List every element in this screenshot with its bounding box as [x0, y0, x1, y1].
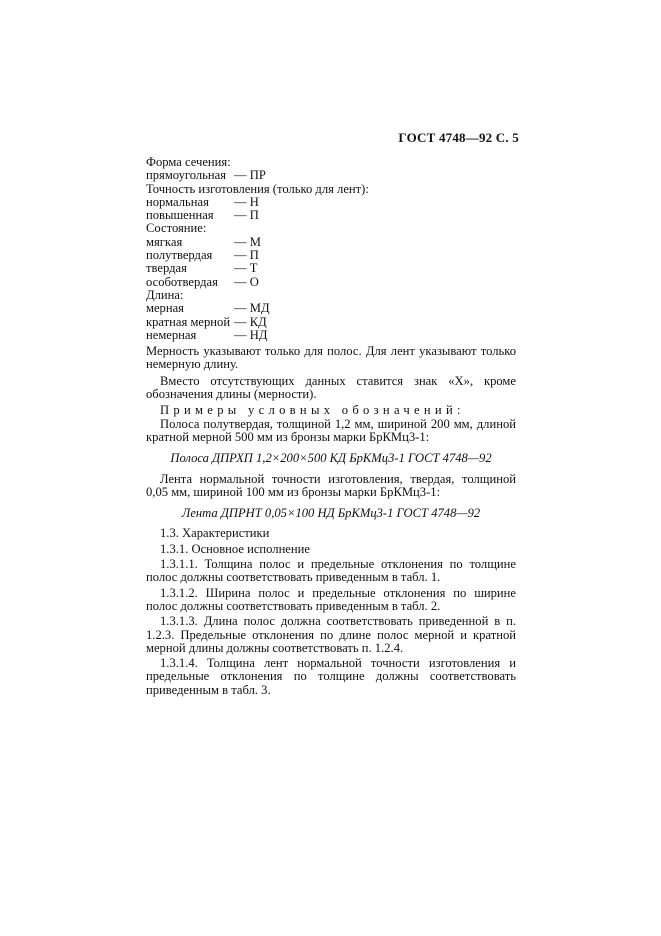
- accuracy-item-code: — П: [234, 208, 259, 223]
- length-item-label: кратная мерной: [146, 314, 231, 329]
- document-body: [146, 156, 516, 697]
- state-item-label: твердая: [146, 261, 187, 276]
- strip-designation-example: Полоса ДПРХП 1,2×200×500 КД БрКМц3-1 ГОСТ 4748—92: [170, 451, 492, 466]
- state-heading: Состояние:: [146, 221, 207, 236]
- examples-heading: Примеры условных обозначений:: [160, 403, 465, 418]
- state-item: [146, 276, 516, 289]
- state-item-label: полутвердая: [146, 248, 213, 263]
- state-item-code: — О: [234, 274, 259, 289]
- paragraph-1-3-1-2: 1.3.1.2. Ширина полос и предельные отклонения по ширине полос должны соответствовать приведенным в табл. 2.: [146, 585, 516, 613]
- form-heading: Форма сечения:: [146, 155, 231, 169]
- accuracy-item: [146, 209, 516, 222]
- form-item: [146, 169, 516, 182]
- form-item-label: прямоугольная: [146, 168, 227, 183]
- state-item: [146, 236, 516, 249]
- paragraph-absent-data: Вместо отсутствующих данных ставится знак «Х», кроме обозначения длины (мерности).: [146, 373, 516, 402]
- accuracy-item-label: повышенная: [146, 208, 214, 223]
- paragraph-tape-example: Лента нормальной точности изготовления, твердая, толщиной 0,05 мм, шириной 100 мм из бронзы марки БрКМц3-1:: [146, 471, 516, 499]
- accuracy-item-code: — Н: [234, 194, 259, 209]
- length-item-label: немерная: [146, 327, 197, 342]
- section-main-execution: 1.3.1. Основное исполнение: [160, 541, 310, 556]
- length-item: [146, 302, 516, 315]
- tape-designation-example: Лента ДПРНТ 0,05×100 НД БрКМц3-1 ГОСТ 4748—92: [181, 506, 481, 521]
- state-item: [146, 249, 516, 262]
- paragraph-1-3-1-1: 1.3.1.1. Толщина полос и предельные отклонения по толщине полос должны соответствовать приведенным в табл. 1.: [146, 557, 516, 585]
- length-item-code: — КД: [234, 314, 267, 329]
- length-item-code: — МД: [234, 301, 270, 316]
- paragraph-1-3-1-4: 1.3.1.4. Толщина лент нормальной точности изготовления и предельные отклонения по толщине должны соответствовать приведенным в табл. 3.: [146, 656, 516, 697]
- length-heading: Длина:: [146, 287, 184, 302]
- paragraph-strip-example: Полоса полутвердая, толщиной 1,2 мм, шириной 200 мм, длиной кратной мерной 500 мм из бронзы марки БрКМц3-1:: [146, 416, 516, 444]
- accuracy-heading: Точность изготовления (только для лент):: [146, 181, 369, 196]
- length-item-label: мерная: [146, 301, 184, 316]
- paragraph-mernost: Мерность указывают только для полос. Для лент указывают только немерную длину.: [146, 344, 516, 372]
- state-item-label: особотвердая: [146, 274, 218, 289]
- paragraph-1-3-1-3: 1.3.1.3. Длина полос должна соответствовать приведенной в п. 1.2.3. Предельные отклонения по длине полос мерной и кратной мерной длины должны соответствовать п. 1.2.4.: [146, 614, 516, 655]
- state-item-code: — Т: [234, 261, 258, 276]
- accuracy-item: [146, 196, 516, 209]
- length-item: [146, 316, 516, 329]
- length-item-code: — НД: [234, 327, 268, 342]
- page-header: ГОСТ 4748—92 С. 5: [398, 130, 519, 145]
- state-item-label: мягкая: [146, 234, 183, 249]
- accuracy-item-label: нормальная: [146, 194, 209, 209]
- form-item-code: — ПР: [234, 168, 266, 183]
- state-item-code: — М: [234, 234, 261, 249]
- section-characteristics: 1.3. Характеристики: [160, 526, 270, 541]
- state-item-code: — П: [234, 248, 259, 263]
- length-item: [146, 329, 516, 342]
- state-item: [146, 262, 516, 275]
